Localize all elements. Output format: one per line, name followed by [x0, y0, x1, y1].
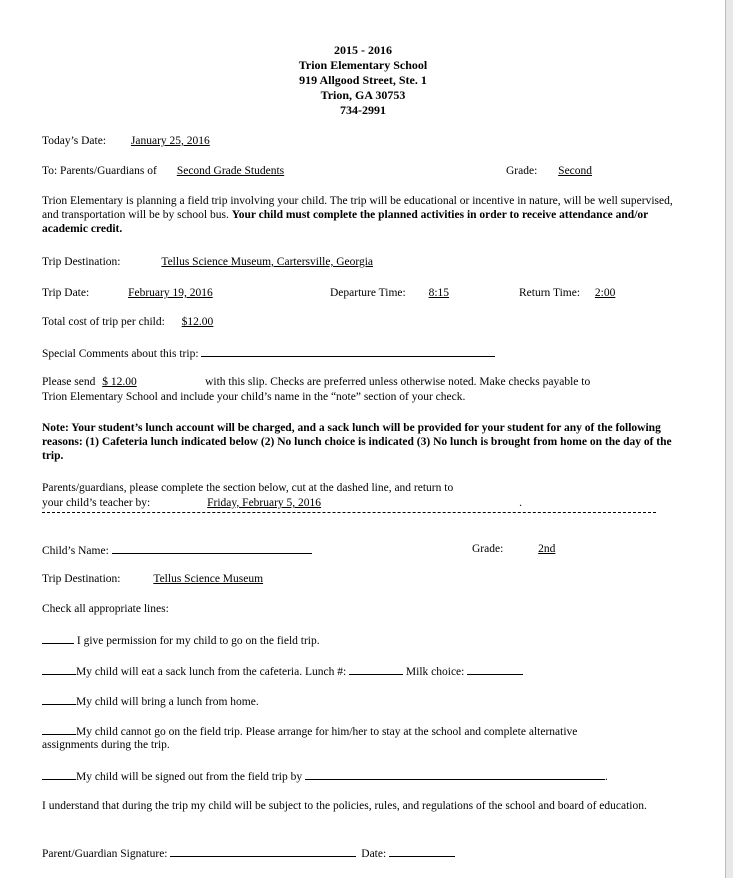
departure-time-value: 8:15 — [428, 287, 450, 299]
slip-grade — [472, 542, 634, 556]
lunch-number-field[interactable] — [349, 663, 403, 675]
signature-date-field[interactable] — [389, 845, 455, 857]
return-by-label: your child’s teacher by: — [42, 497, 151, 509]
to-grade — [506, 164, 664, 178]
sack-lunch-text: My child will eat a sack lunch from the cafeteria. Lunch #: — [76, 666, 347, 678]
trip-destination-value: Tellus Science Museum, Cartersville, Georgia — [161, 256, 374, 268]
signature-date-label: Date: — [361, 848, 387, 860]
cut-line — [42, 512, 656, 513]
understand-paragraph: I understand that during the trip my child will be subject to the policies, rules, and regulations of the school and board of education. — [42, 800, 647, 812]
slip-destination-line — [42, 572, 415, 586]
milk-choice-field[interactable] — [467, 663, 523, 675]
return-by-value: Friday, February 5, 2016 — [207, 497, 322, 509]
signed-out-line: My child will be signed out from the field trip by . — [42, 768, 608, 784]
departure-time — [330, 286, 501, 300]
sack-lunch-checkline[interactable] — [42, 663, 76, 675]
child-name-label: Child’s Name: — [42, 545, 109, 557]
to-grade-value: Second — [558, 165, 593, 177]
cost-line — [42, 315, 288, 329]
slip-grade-value: 2nd — [538, 543, 556, 555]
trip-date-line — [42, 286, 318, 300]
recipients-value: Second Grade Students — [176, 165, 285, 177]
special-comments-field[interactable] — [201, 345, 495, 357]
check-label: Check all appropriate lines: — [42, 603, 169, 615]
trip-destination-line — [42, 255, 665, 269]
to-grade-label: Grade: — [506, 165, 538, 177]
cost-label: Total cost of trip per child: — [42, 316, 165, 328]
trip-date-value: February 19, 2016 — [128, 287, 213, 299]
signed-out-text: My child will be signed out from the field trip by — [76, 771, 303, 783]
cost-value: $12.00 — [181, 316, 214, 328]
send-line-1 — [42, 375, 590, 389]
todays-date-label: Today’s Date: — [42, 135, 107, 147]
slip-destination-value: Tellus Science Museum — [153, 573, 264, 585]
signature-line — [42, 845, 455, 861]
cannot-go-text: My child cannot go on the field trip. Please arrange for him/her to stay at the school and complete alternative — [76, 726, 578, 738]
school-city: Trion, GA 30753 — [320, 88, 406, 102]
window-edge — [725, 0, 733, 878]
sack-lunch-line — [42, 663, 523, 679]
school-street: 919 Allgood Street, Ste. 1 — [299, 73, 427, 87]
to-label: To: Parents/Guardians of — [42, 165, 157, 177]
return-instructions-line-2: your child’s teacher by: Friday, February 5, 2016 . — [42, 497, 523, 509]
intro-text: Trion Elementary is planning a field trip involving your child. The trip will be educational or incentive in nature, will be well supervised, and transportation will be by school bus. — [42, 195, 673, 221]
return-time-label: Return Time: — [519, 287, 581, 299]
to-line — [42, 164, 497, 178]
return-instructions-line-1: Parents/guardians, please complete the section below, cut at the dashed line, and return to — [42, 482, 454, 494]
cannot-go-line-2: assignments during the trip. — [42, 739, 170, 751]
send-line-2: Trion Elementary School and include your child’s name in the “note” section of your check. — [42, 391, 466, 403]
signature-label: Parent/Guardian Signature: — [42, 848, 168, 860]
todays-date-value: January 25, 2016 — [130, 135, 210, 147]
milk-choice-label: Milk choice: — [405, 666, 465, 678]
slip-destination-label: Trip Destination: — [42, 573, 121, 585]
bring-lunch-text: My child will bring a lunch from home. — [76, 696, 259, 708]
permission-line — [42, 632, 320, 648]
bring-lunch-line — [42, 693, 259, 709]
school-name: Trion Elementary School — [298, 58, 428, 72]
signed-out-by-field[interactable] — [305, 768, 605, 780]
return-time — [519, 286, 651, 300]
send-rest: with this slip. Checks are preferred unless otherwise noted. Make checks payable to — [205, 376, 591, 388]
intro-paragraph — [42, 194, 682, 236]
school-year: 2015 - 2016 — [334, 43, 392, 57]
school-phone: 734-2991 — [340, 103, 386, 117]
special-comments-label: Special Comments about this trip: — [42, 348, 199, 360]
cannot-go-line-1 — [42, 723, 577, 739]
signature-field[interactable] — [170, 845, 356, 857]
permission-text: I give permission for my child to go on the field trip. — [76, 635, 320, 647]
trip-destination-label: Trip Destination: — [42, 256, 121, 268]
child-name-field[interactable] — [112, 542, 312, 554]
child-name-line — [42, 542, 312, 558]
special-comments-line — [42, 345, 495, 361]
todays-date-line — [42, 134, 250, 148]
departure-time-label: Departure Time: — [330, 287, 406, 299]
slip-grade-label: Grade: — [472, 543, 504, 555]
bring-lunch-checkline[interactable] — [42, 693, 76, 705]
permission-checkline[interactable] — [42, 632, 74, 644]
send-prefix: Please send — [42, 376, 96, 388]
send-amount: $ 12.00 — [102, 376, 137, 388]
trip-date-label: Trip Date: — [42, 287, 90, 299]
intro-bold-text: Your child must complete the planned activities in order to receive attendance and/or academic credit. — [42, 209, 649, 235]
signed-out-checkline[interactable] — [42, 768, 76, 780]
cannot-go-checkline[interactable] — [42, 723, 76, 735]
return-time-value: 2:00 — [594, 287, 616, 299]
lunch-note: Note: Your student’s lunch account will be charged, and a sack lunch will be provided for your student for any of the following reasons: (1) Cafeteria lunch indicated below (2) No lunch choice is indicated (3) No lunch is brought from home on the day of the trip. — [42, 422, 672, 462]
